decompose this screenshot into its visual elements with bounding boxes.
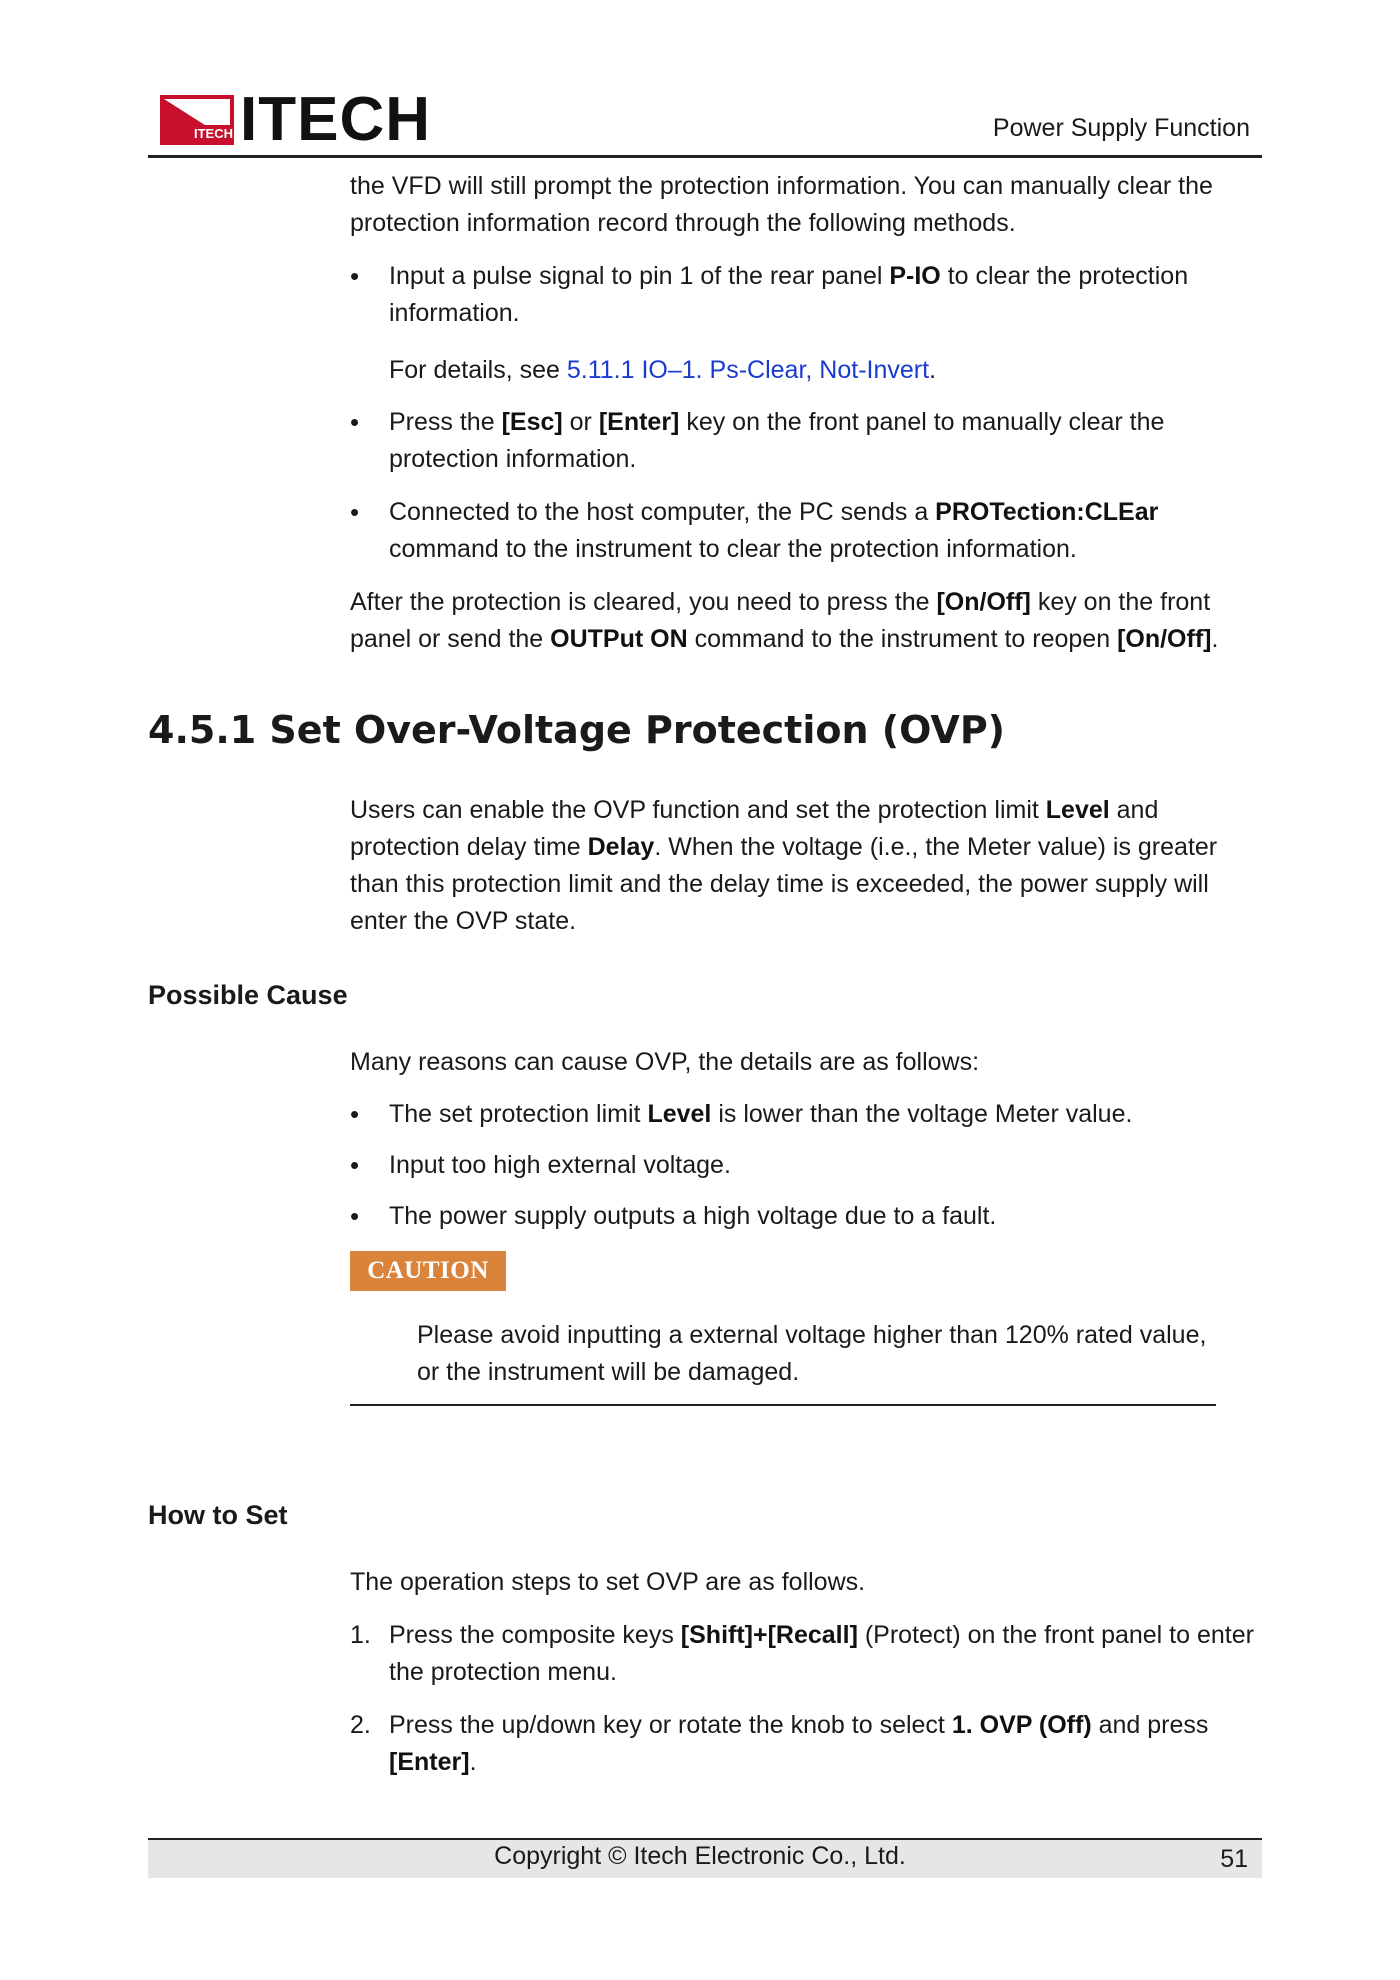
enter-key-label: [Enter] bbox=[598, 408, 680, 436]
ovp-desc-text-3: . When the voltage (i.e., the Meter value) is greater than this protection limit and the delay time is exceeded, the power supply will enter the OVP state. bbox=[350, 833, 1218, 935]
after-period: . bbox=[1211, 625, 1219, 653]
bullet-icon: • bbox=[350, 1150, 360, 1180]
cause-bullet-level bbox=[389, 1096, 1262, 1133]
caution-label: CAUTION bbox=[350, 1251, 506, 1291]
bullet-icon: • bbox=[350, 407, 360, 437]
itech-logo bbox=[160, 85, 431, 154]
step-2 bbox=[389, 1707, 1262, 1781]
onoff-key-label: [On/Off] bbox=[936, 588, 1031, 616]
bullet-pio-bold: P-IO bbox=[889, 262, 941, 290]
bullet-esc-enter bbox=[389, 404, 1262, 478]
bullet-scpi-text: Connected to the host computer, the PC sends a bbox=[389, 498, 936, 526]
details-link[interactable]: 5.11.1 IO–1. Ps-Clear, Not-Invert bbox=[566, 356, 930, 384]
bullet-icon: • bbox=[350, 497, 360, 527]
after-clear-paragraph bbox=[350, 584, 1262, 658]
cause-b1-text: The set protection limit bbox=[389, 1100, 648, 1128]
caution-text: Please avoid inputting a external voltage higher than 120% rated value, or the instrument will be damaged. bbox=[417, 1321, 1207, 1386]
step-number: 1. bbox=[350, 1621, 371, 1649]
cause-level-term: Level bbox=[647, 1100, 712, 1128]
cause-intro: Many reasons can cause OVP, the details are as follows: bbox=[350, 1048, 980, 1076]
bullet-scpi-text-end: command to the instrument to clear the protection information. bbox=[389, 535, 1077, 563]
bullet-esc-text: Press the bbox=[389, 408, 502, 436]
section-heading: 4.5.1 Set Over-Voltage Protection (OVP) bbox=[148, 708, 1006, 752]
step2-text: Press the up/down key or rotate the knob to select bbox=[389, 1711, 952, 1739]
details-text: For details, see bbox=[389, 356, 567, 384]
ovp-description bbox=[350, 792, 1262, 940]
cause-bullet-fault: The power supply outputs a high voltage due to a fault. bbox=[389, 1202, 997, 1230]
possible-cause-heading: Possible Cause bbox=[148, 980, 348, 1010]
step2-period: . bbox=[469, 1748, 477, 1776]
ovp-desc-text-2: and protection delay time bbox=[350, 796, 1159, 861]
bullet-pio bbox=[389, 258, 1262, 332]
scpi-command: PROTection:CLEar bbox=[935, 498, 1159, 526]
page-number: 51 bbox=[1220, 1845, 1248, 1873]
ovp-desc-text-1: Users can enable the OVP function and set the protection limit bbox=[350, 796, 1046, 824]
bullet-icon: • bbox=[350, 261, 360, 291]
ovp-off-option: 1. OVP (Off) bbox=[951, 1711, 1092, 1739]
bullet-esc-or: or bbox=[562, 408, 599, 436]
step2-text-mid: and press bbox=[1091, 1711, 1209, 1739]
header-rule bbox=[148, 155, 1262, 158]
running-header-title: Power Supply Function bbox=[992, 114, 1250, 142]
footer-copyright: Copyright © Itech Electronic Co., Ltd. bbox=[494, 1842, 906, 1870]
onoff-key-label-2: [On/Off] bbox=[1117, 625, 1212, 653]
bullet-pio-text: Input a pulse signal to pin 1 of the rear panel bbox=[389, 262, 890, 290]
delay-term: Delay bbox=[587, 833, 655, 861]
bullet-scpi bbox=[389, 494, 1262, 568]
how-to-set-heading: How to Set bbox=[148, 1500, 288, 1530]
bullet-esc-text-end: key on the front panel to manually clear the protection information. bbox=[389, 408, 1165, 473]
esc-key-label: [Esc] bbox=[501, 408, 563, 436]
step2-enter-key: [Enter] bbox=[389, 1748, 470, 1776]
after-text-1: After the protection is cleared, you need to press the bbox=[350, 588, 937, 616]
bullet-icon: • bbox=[350, 1099, 360, 1129]
shift-recall-keys: [Shift]+[Recall] bbox=[680, 1621, 858, 1649]
logo-text: ITECH bbox=[240, 85, 431, 154]
bullet-pio-text-end: to clear the protection information. bbox=[389, 262, 1189, 327]
output-on-command: OUTPut ON bbox=[550, 625, 688, 653]
howto-intro: The operation steps to set OVP are as follows. bbox=[350, 1568, 866, 1596]
bullet-icon: • bbox=[350, 1201, 360, 1231]
intro-paragraph: the VFD will still prompt the protection information. You can manually clear the protection information record through the following methods. bbox=[350, 172, 1213, 237]
itech-logo-mark-icon bbox=[160, 95, 234, 145]
details-line bbox=[389, 352, 1262, 389]
level-term: Level bbox=[1045, 796, 1110, 824]
cause-bullet-external: Input too high external voltage. bbox=[389, 1151, 731, 1179]
step-1 bbox=[389, 1617, 1262, 1691]
step-number: 2. bbox=[350, 1711, 371, 1739]
step1-text-end: (Protect) on the front panel to enter the protection menu. bbox=[389, 1621, 1254, 1686]
step1-text: Press the composite keys bbox=[389, 1621, 681, 1649]
caution-rule bbox=[350, 1404, 1216, 1406]
after-text-3: command to the instrument to reopen bbox=[687, 625, 1118, 653]
after-text-2: key on the front panel or send the bbox=[350, 588, 1211, 653]
cause-b1-text-end: is lower than the voltage Meter value. bbox=[711, 1100, 1133, 1128]
logo-small-text: ITECH bbox=[194, 126, 233, 141]
details-period: . bbox=[929, 356, 937, 384]
